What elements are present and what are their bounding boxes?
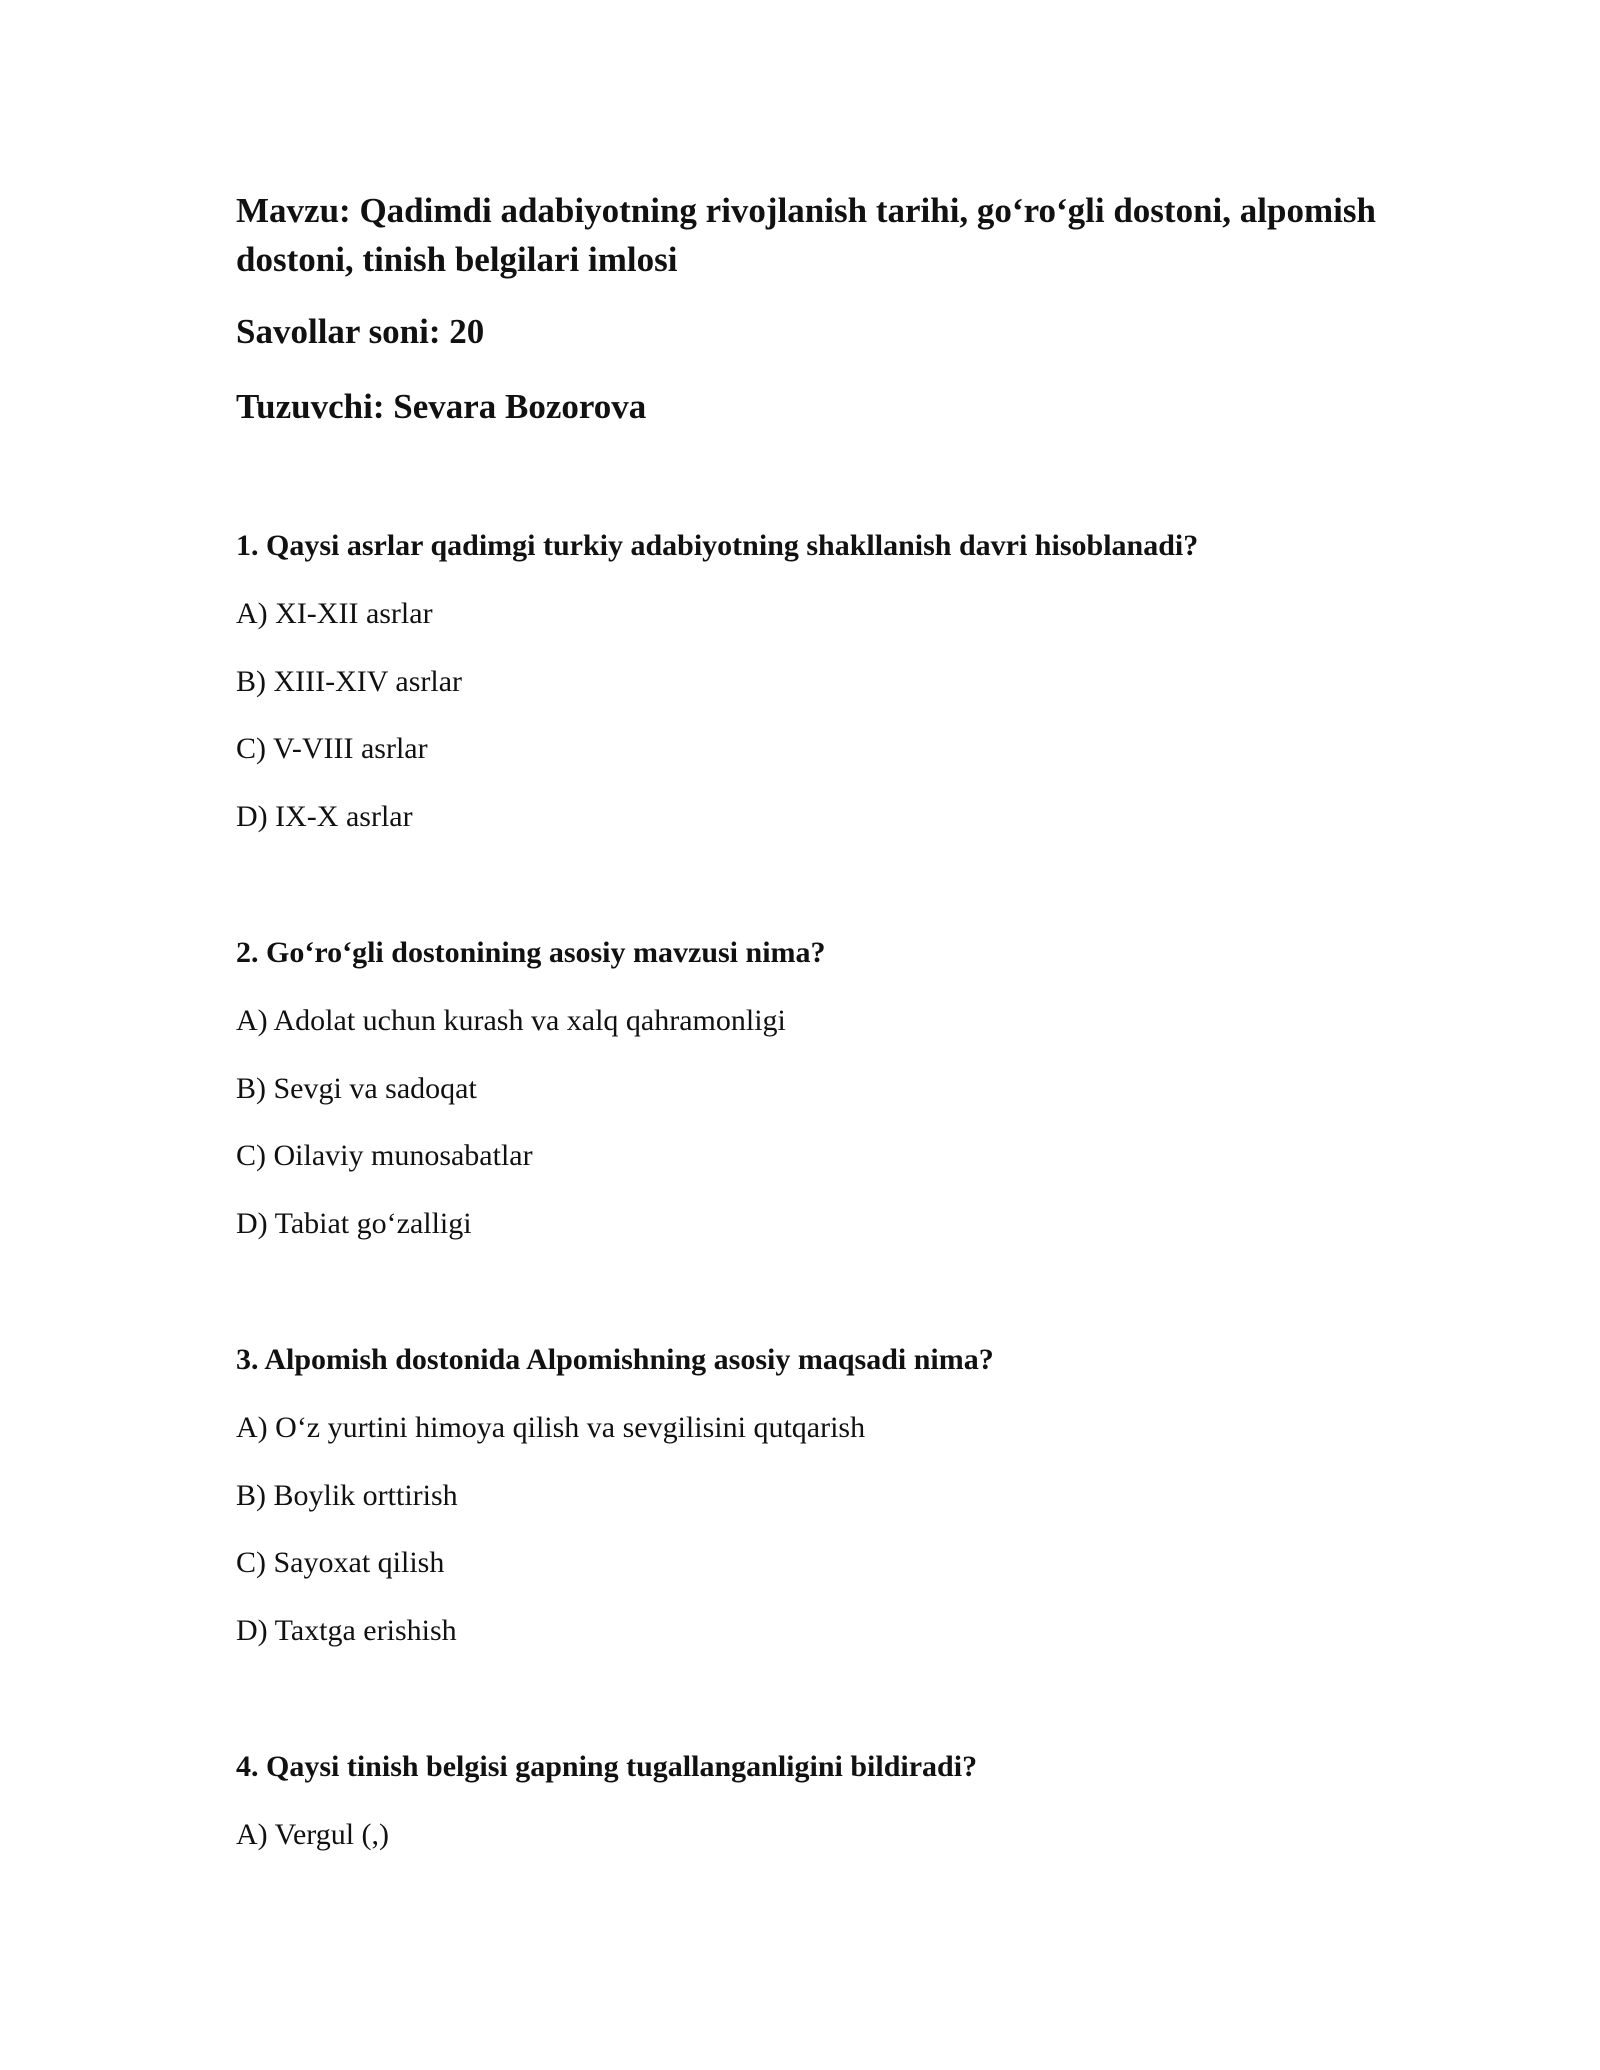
question-2-option-a: A) Adolat uchun kurash va xalq qahramonligi: [236, 1004, 786, 1037]
question-2-option-d: D) Tabiat go‘zalligi: [236, 1207, 472, 1240]
question-3-option-c: C) Sayoxat qilish: [236, 1546, 445, 1579]
question-1-option-a: A) XI-XII asrlar: [236, 597, 433, 630]
question-1-option-d: D) IX-X asrlar: [236, 800, 413, 833]
question-1: 1. Qaysi asrlar qadimgi turkiy adabiyotning shakllanish davri hisoblanadi?: [236, 529, 1199, 562]
question-3: 3. Alpomish dostonida Alpomishning asosiy maqsadi nima?: [236, 1343, 994, 1376]
question-3-option-a: A) O‘z yurtini himoya qilish va sevgilisini qutqarish: [236, 1411, 866, 1444]
author: Tuzuvchi: Sevara Bozorova: [236, 387, 647, 426]
question-1-option-c: C) V-VIII asrlar: [236, 732, 428, 765]
question-count: Savollar soni: 20: [236, 312, 485, 351]
question-2: 2. Go‘ro‘gli dostonining asosiy mavzusi nima?: [236, 936, 826, 969]
question-1-option-b: B) XIII-XIV asrlar: [236, 665, 463, 698]
question-2-option-c: C) Oilaviy munosabatlar: [236, 1139, 533, 1172]
question-3-option-b: B) Boylik orttirish: [236, 1479, 458, 1512]
document-title: Mavzu: Qadimdi adabiyotning rivojlanish tarihi, go‘ro‘gli dostoni, alpomish dostoni, tinish belgilari imlosi: [236, 191, 1376, 279]
question-4: 4. Qaysi tinish belgisi gapning tugallanganligini bildiradi?: [236, 1750, 978, 1783]
question-4-option-a: A) Vergul (,): [236, 1818, 390, 1851]
question-2-option-b: B) Sevgi va sadoqat: [236, 1072, 477, 1105]
question-3-option-d: D) Taxtga erishish: [236, 1614, 457, 1647]
